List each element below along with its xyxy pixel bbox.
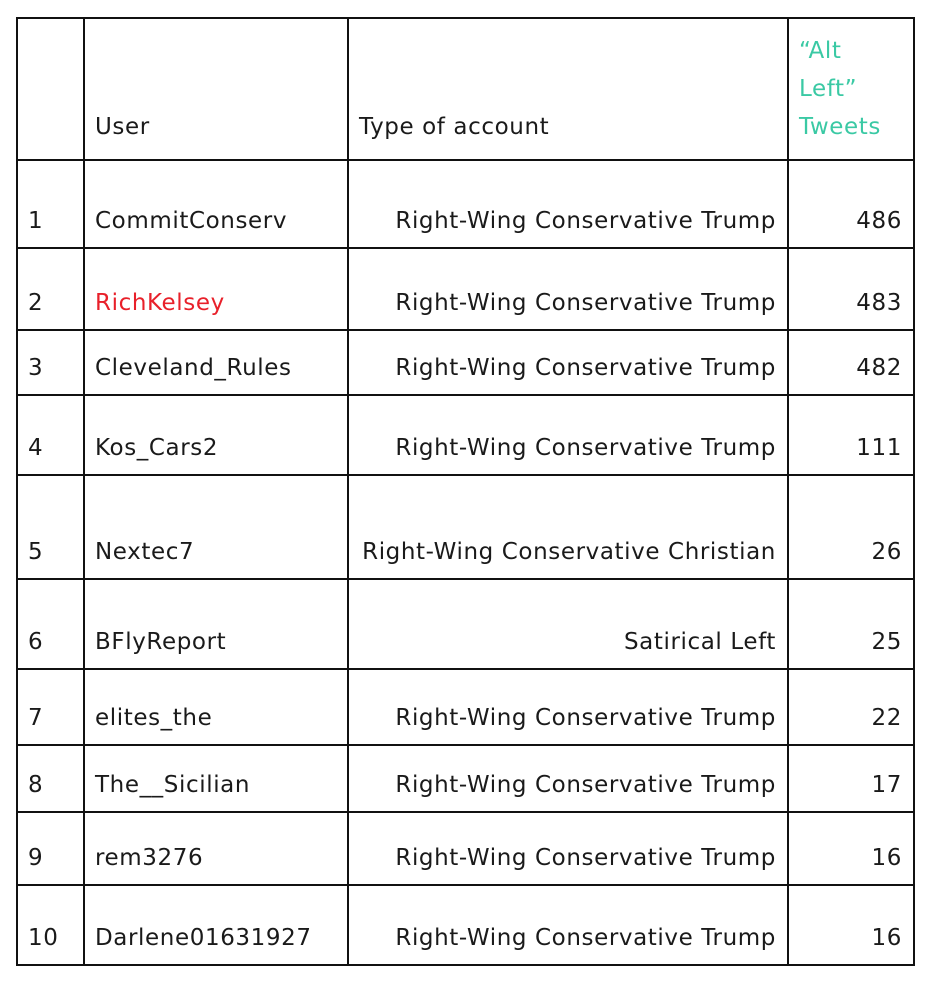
type-cell: Right-Wing Conservative Trump [348,669,788,745]
rank-cell: 6 [17,579,84,669]
rank-cell: 2 [17,248,84,330]
type-cell: Right-Wing Conservative Trump [348,248,788,330]
type-cell: Right-Wing Conservative Trump [348,885,788,965]
header-tweets: “Alt Left” Tweets [788,18,914,160]
user-cell: Nextec7 [84,475,348,579]
tweets-cell: 26 [788,475,914,579]
tweets-cell: 25 [788,579,914,669]
table-body [17,160,914,965]
tweets-cell: 111 [788,395,914,475]
header-rank [17,18,84,160]
type-cell: Right-Wing Conservative Trump [348,160,788,248]
user-cell: The__Sicilian [84,745,348,812]
user-cell: Kos_Cars2 [84,395,348,475]
rank-cell: 4 [17,395,84,475]
rank-cell: 5 [17,475,84,579]
type-cell: Right-Wing Conservative Trump [348,330,788,395]
table-row [17,669,914,745]
user-cell: elites_the [84,669,348,745]
header-type: Type of account [348,18,788,160]
table-row [17,745,914,812]
table-row [17,248,914,330]
type-cell: Right-Wing Conservative Christian [348,475,788,579]
rank-cell: 9 [17,812,84,885]
rank-cell: 8 [17,745,84,812]
table-row [17,812,914,885]
tweets-cell: 482 [788,330,914,395]
type-cell: Satirical Left [348,579,788,669]
header-row [17,18,914,160]
table-row [17,475,914,579]
rank-cell: 10 [17,885,84,965]
table-row [17,330,914,395]
type-cell: Right-Wing Conservative Trump [348,395,788,475]
type-cell: Right-Wing Conservative Trump [348,812,788,885]
rank-cell: 1 [17,160,84,248]
table-row [17,885,914,965]
tweets-cell: 22 [788,669,914,745]
user-cell: rem3276 [84,812,348,885]
user-cell: Cleveland_Rules [84,330,348,395]
tweets-cell: 486 [788,160,914,248]
tweets-cell: 16 [788,885,914,965]
user-cell: CommitConserv [84,160,348,248]
tweets-cell: 17 [788,745,914,812]
rank-cell: 3 [17,330,84,395]
user-cell: BFlyReport [84,579,348,669]
user-cell: Darlene01631927 [84,885,348,965]
table-row [17,395,914,475]
user-cell: RichKelsey [84,248,348,330]
table-row [17,579,914,669]
tweets-cell: 483 [788,248,914,330]
header-user: User [84,18,348,160]
alt-left-tweets-table [16,17,915,966]
type-cell: Right-Wing Conservative Trump [348,745,788,812]
tweets-cell: 16 [788,812,914,885]
rank-cell: 7 [17,669,84,745]
table-row [17,160,914,248]
